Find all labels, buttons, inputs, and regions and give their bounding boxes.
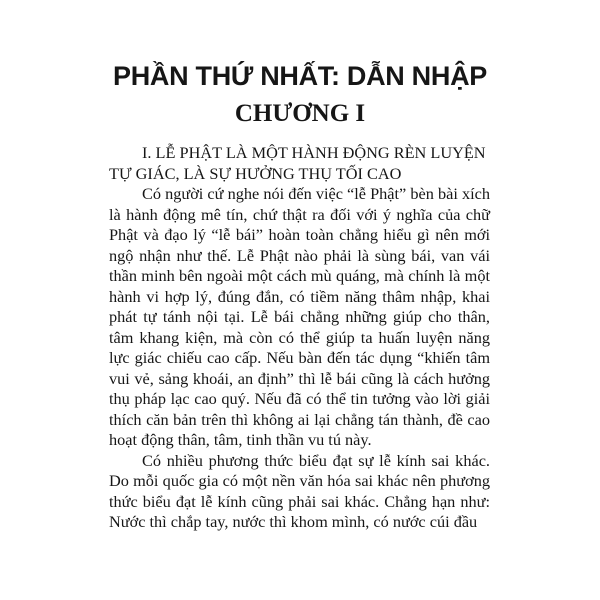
body-text <box>109 143 490 533</box>
section-heading-line-1: I. LỄ PHẬT LÀ MỘT HÀNH ĐỘNG RÈN LUYỆN <box>142 143 486 162</box>
section-heading-line-2: TỰ GIÁC, LÀ SỰ HƯỞNG THỤ TỐI CAO <box>109 163 402 183</box>
paragraph-1: Có người cứ nghe nói đến việc “lễ Phật” bèn bài xích là hành động mê tín, chứ thật ra đối với ý nghĩa của chữ Phật và đạo lý “lễ bái” hoàn toàn chẳng hiểu gì nên mới ngộ nhận như thế. Lễ Phật nào phải là sùng bái, van vái thần minh bên ngoài một cách mù quáng, mà chính là một hành vi hợp lý, đúng đắn, có tiềm năng thâm nhập, khai phát tự tánh nội tại. Lễ bái chẳng những giúp cho thân, tâm khang kiện, mà còn có thể giúp ta huấn luyện năng lực giác chiếu cao cấp. Nếu bàn đến tác dụng “khiến tâm vui vẻ, sảng khoái, an định” thì lễ bái cũng là cách hưởng thụ pháp lạc cao quý. Nếu đã có thể tin tưởng vào lời giải thích căn bản trên thì không ai lại chẳng tán thành, đề cao hoạt động thân, tâm, tinh thần vu tú này. <box>109 184 490 449</box>
chapter-title: CHƯƠNG I <box>234 100 366 127</box>
paragraph-2: Có nhiều phương thức biểu đạt sự lễ kính sai khác. Do mỗi quốc gia có một nền văn hóa sai khác nên phương thức biểu đạt lễ kính cũng phải sai khác. Chẳng hạn như: Nước thì chắp tay, nước thì khom mình, có nước cúi đầu <box>109 450 490 531</box>
part-title: PHẦN THỨ NHẤT: DẪN NHẬP <box>113 61 487 91</box>
section-heading <box>109 143 490 184</box>
